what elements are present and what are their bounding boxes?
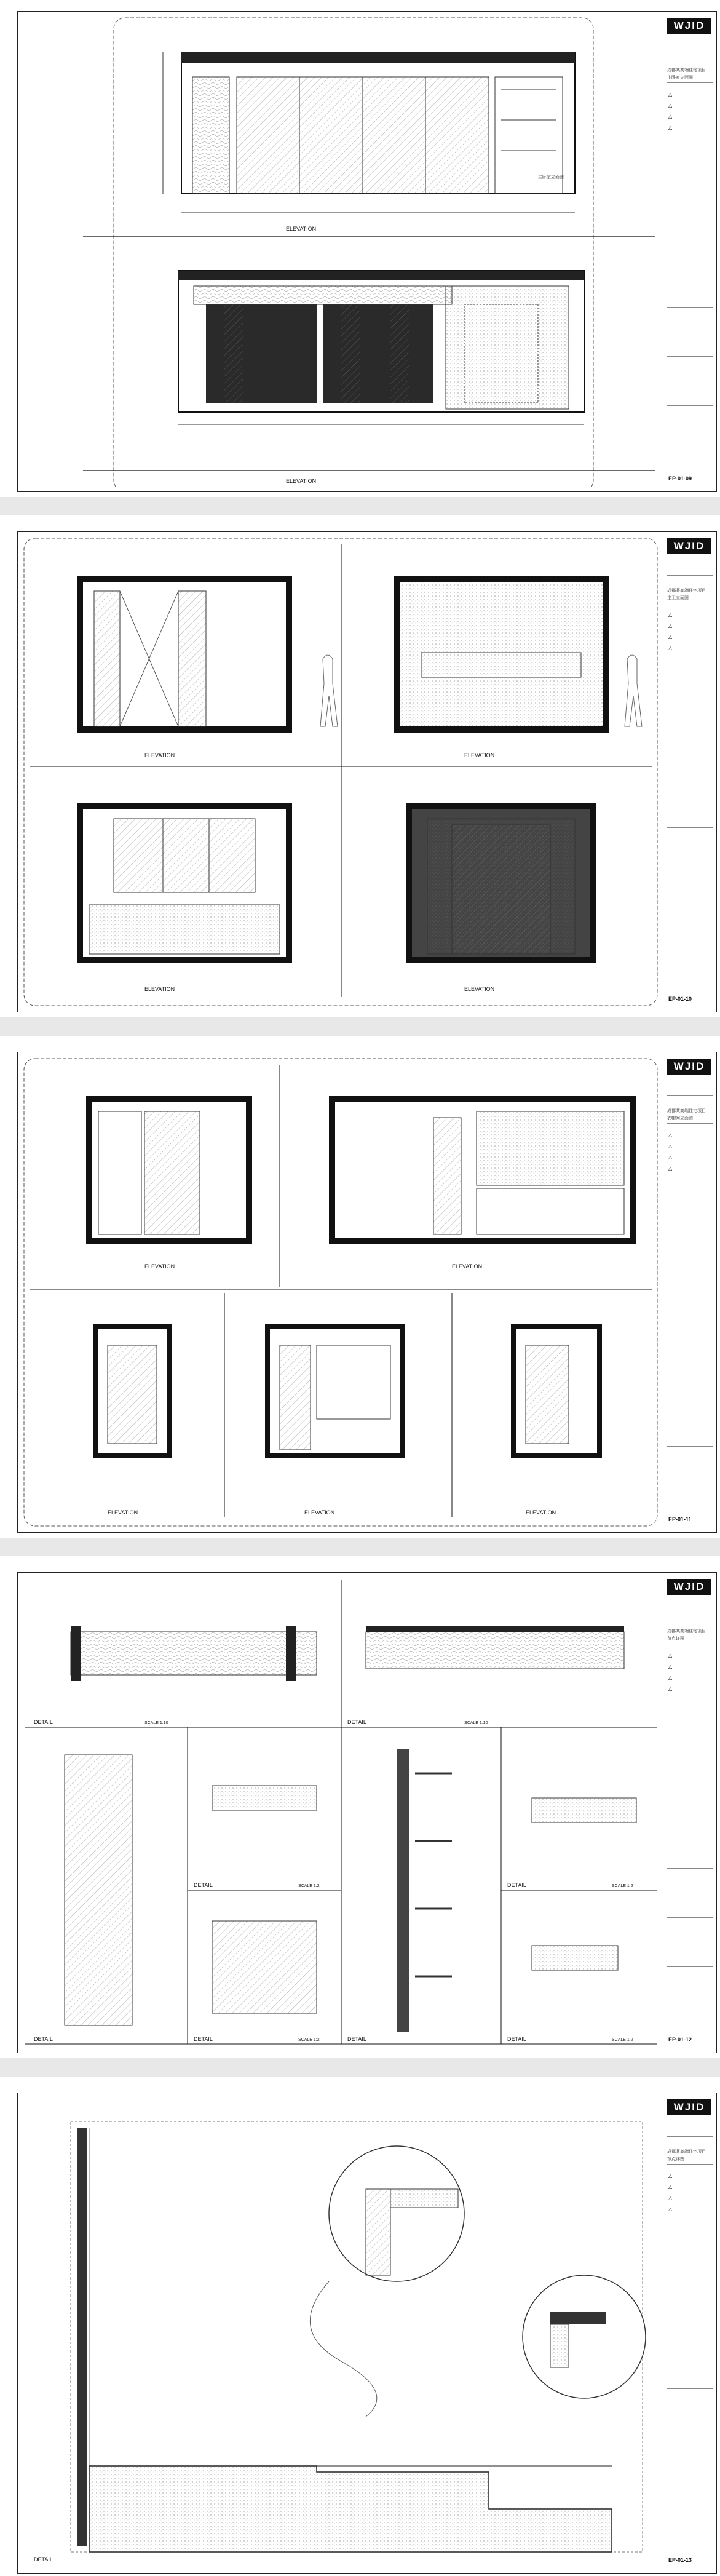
divider xyxy=(667,1095,713,1096)
drawing-area xyxy=(22,2097,661,2568)
revision-triangle-icon: △ xyxy=(668,1675,673,1680)
divider xyxy=(667,1966,713,1967)
divider xyxy=(667,1446,713,1447)
view-scale: SCALE 1:2 xyxy=(612,1884,633,1888)
revision-triangle-icon: △ xyxy=(668,1686,673,1691)
divider xyxy=(667,1917,713,1918)
company-logo: WJID xyxy=(667,538,711,554)
revision-triangle-icon: △ xyxy=(668,1155,673,1160)
view-caption: DETAIL xyxy=(347,2036,366,2042)
revision-triangle-icon: △ xyxy=(668,1653,673,1658)
company-logo: WJID xyxy=(667,2099,711,2115)
sheet-number: EP-01-12 xyxy=(668,2037,692,2043)
revision-triangle-icon: △ xyxy=(668,1143,673,1149)
project-name: 成都某高端住宅项目 xyxy=(667,2150,706,2154)
view-scale: SCALE 1:10 xyxy=(464,1721,488,1725)
divider xyxy=(667,405,713,406)
drawing-sheet-3 xyxy=(17,1052,717,1533)
view-caption: DETAIL xyxy=(34,1719,53,1725)
view-caption: DETAIL xyxy=(347,1719,366,1725)
revision-triangle-icon: △ xyxy=(668,1132,673,1138)
view-caption: ELEVATION xyxy=(464,752,495,758)
project-name: 成都某高端住宅项目 xyxy=(667,1629,706,1634)
drawing-sheet-5 xyxy=(17,2093,717,2574)
view-scale: SCALE 1:2 xyxy=(298,2038,320,2042)
sheet-separator xyxy=(0,497,720,515)
view-caption: ELEVATION xyxy=(304,1509,335,1516)
view-caption: ELEVATION xyxy=(452,1263,483,1270)
drawing-area xyxy=(22,15,661,487)
view-scale: SCALE 1:2 xyxy=(298,1884,320,1888)
view-caption: ELEVATION xyxy=(464,986,495,992)
view-note: 主卧室立面图 xyxy=(538,175,564,180)
sheet-number: EP-01-10 xyxy=(668,996,692,1002)
view-caption: ELEVATION xyxy=(108,1509,138,1516)
sheet-separator xyxy=(0,2058,720,2077)
drawing-sheet-1 xyxy=(17,11,717,492)
title-block xyxy=(663,1573,716,2051)
drawing-sheet-2 xyxy=(17,531,717,1012)
revision-triangle-icon: △ xyxy=(668,92,673,97)
revision-triangle-icon: △ xyxy=(668,1166,673,1171)
drawing-area xyxy=(22,1056,661,1527)
view-caption: DETAIL xyxy=(194,2036,213,2042)
revision-triangle-icon: △ xyxy=(668,612,673,618)
view-caption: ELEVATION xyxy=(286,478,317,484)
sheet-number: EP-01-13 xyxy=(668,2557,692,2563)
title-block xyxy=(663,12,716,490)
sheet-number: EP-01-11 xyxy=(668,1516,692,1522)
view-caption: ELEVATION xyxy=(144,1263,175,1270)
divider xyxy=(667,1868,713,1869)
view-caption: ELEVATION xyxy=(144,752,175,758)
divider xyxy=(667,2136,713,2137)
view-caption: DETAIL xyxy=(507,2036,526,2042)
elevation-drawings xyxy=(22,1056,661,1527)
revision-triangle-icon: △ xyxy=(668,2195,673,2201)
drawing-name: 主卧室立面图 xyxy=(667,76,693,80)
divider xyxy=(667,575,713,576)
divider xyxy=(667,827,713,828)
drawing-name: 主卫立面图 xyxy=(667,596,689,600)
title-block xyxy=(663,2093,716,2572)
sheet-separator xyxy=(0,1017,720,1036)
revision-triangle-icon: △ xyxy=(668,2184,673,2190)
view-caption: ELEVATION xyxy=(526,1509,556,1516)
revision-triangle-icon: △ xyxy=(668,2206,673,2212)
title-block xyxy=(663,1052,716,1531)
view-scale: SCALE 1:10 xyxy=(144,1721,168,1725)
elevation-lower xyxy=(83,271,655,471)
sheet-separator xyxy=(0,1538,720,1556)
company-logo: WJID xyxy=(667,18,711,34)
view-caption: DETAIL xyxy=(34,2036,53,2042)
elevation-upper xyxy=(83,52,655,237)
view-caption: DETAIL xyxy=(194,1882,213,1888)
title-block xyxy=(663,532,716,1011)
project-name: 成都某高端住宅项目 xyxy=(667,1109,706,1113)
divider xyxy=(667,2164,713,2165)
view-caption: DETAIL xyxy=(507,1882,526,1888)
revision-triangle-icon: △ xyxy=(668,1664,673,1669)
view-caption: DETAIL xyxy=(34,2556,53,2562)
detail-drawings xyxy=(22,1576,661,2048)
elevation-drawings xyxy=(22,15,661,487)
revision-triangle-icon: △ xyxy=(668,125,673,130)
company-logo: WJID xyxy=(667,1579,711,1595)
revision-triangle-icon: △ xyxy=(668,645,673,651)
project-name: 成都某高端住宅项目 xyxy=(667,68,706,73)
drawing-name: 衣帽间立面图 xyxy=(667,1116,693,1121)
drawing-name: 节点详图 xyxy=(667,1637,684,1641)
divider xyxy=(667,1123,713,1124)
view-scale: SCALE 1:2 xyxy=(612,2038,633,2042)
view-caption: ELEVATION xyxy=(286,226,317,232)
revision-triangle-icon: △ xyxy=(668,634,673,640)
revision-triangle-icon: △ xyxy=(668,103,673,108)
divider xyxy=(667,82,713,83)
project-name: 成都某高端住宅项目 xyxy=(667,589,706,593)
sheet-number: EP-01-09 xyxy=(668,475,692,482)
view-caption: ELEVATION xyxy=(144,986,175,992)
elevation-drawings xyxy=(22,536,661,1007)
revision-triangle-icon: △ xyxy=(668,114,673,119)
divider xyxy=(667,356,713,357)
drawing-name: 节点详图 xyxy=(667,2157,684,2161)
divider xyxy=(667,307,713,308)
drawing-area xyxy=(22,536,661,1007)
drawing-sheet-4 xyxy=(17,1572,717,2053)
detail-drawings xyxy=(22,2097,661,2568)
revision-triangle-icon: △ xyxy=(668,623,673,629)
drawing-area xyxy=(22,1576,661,2048)
revision-triangle-icon: △ xyxy=(668,2173,673,2179)
company-logo: WJID xyxy=(667,1059,711,1075)
divider xyxy=(667,2388,713,2389)
